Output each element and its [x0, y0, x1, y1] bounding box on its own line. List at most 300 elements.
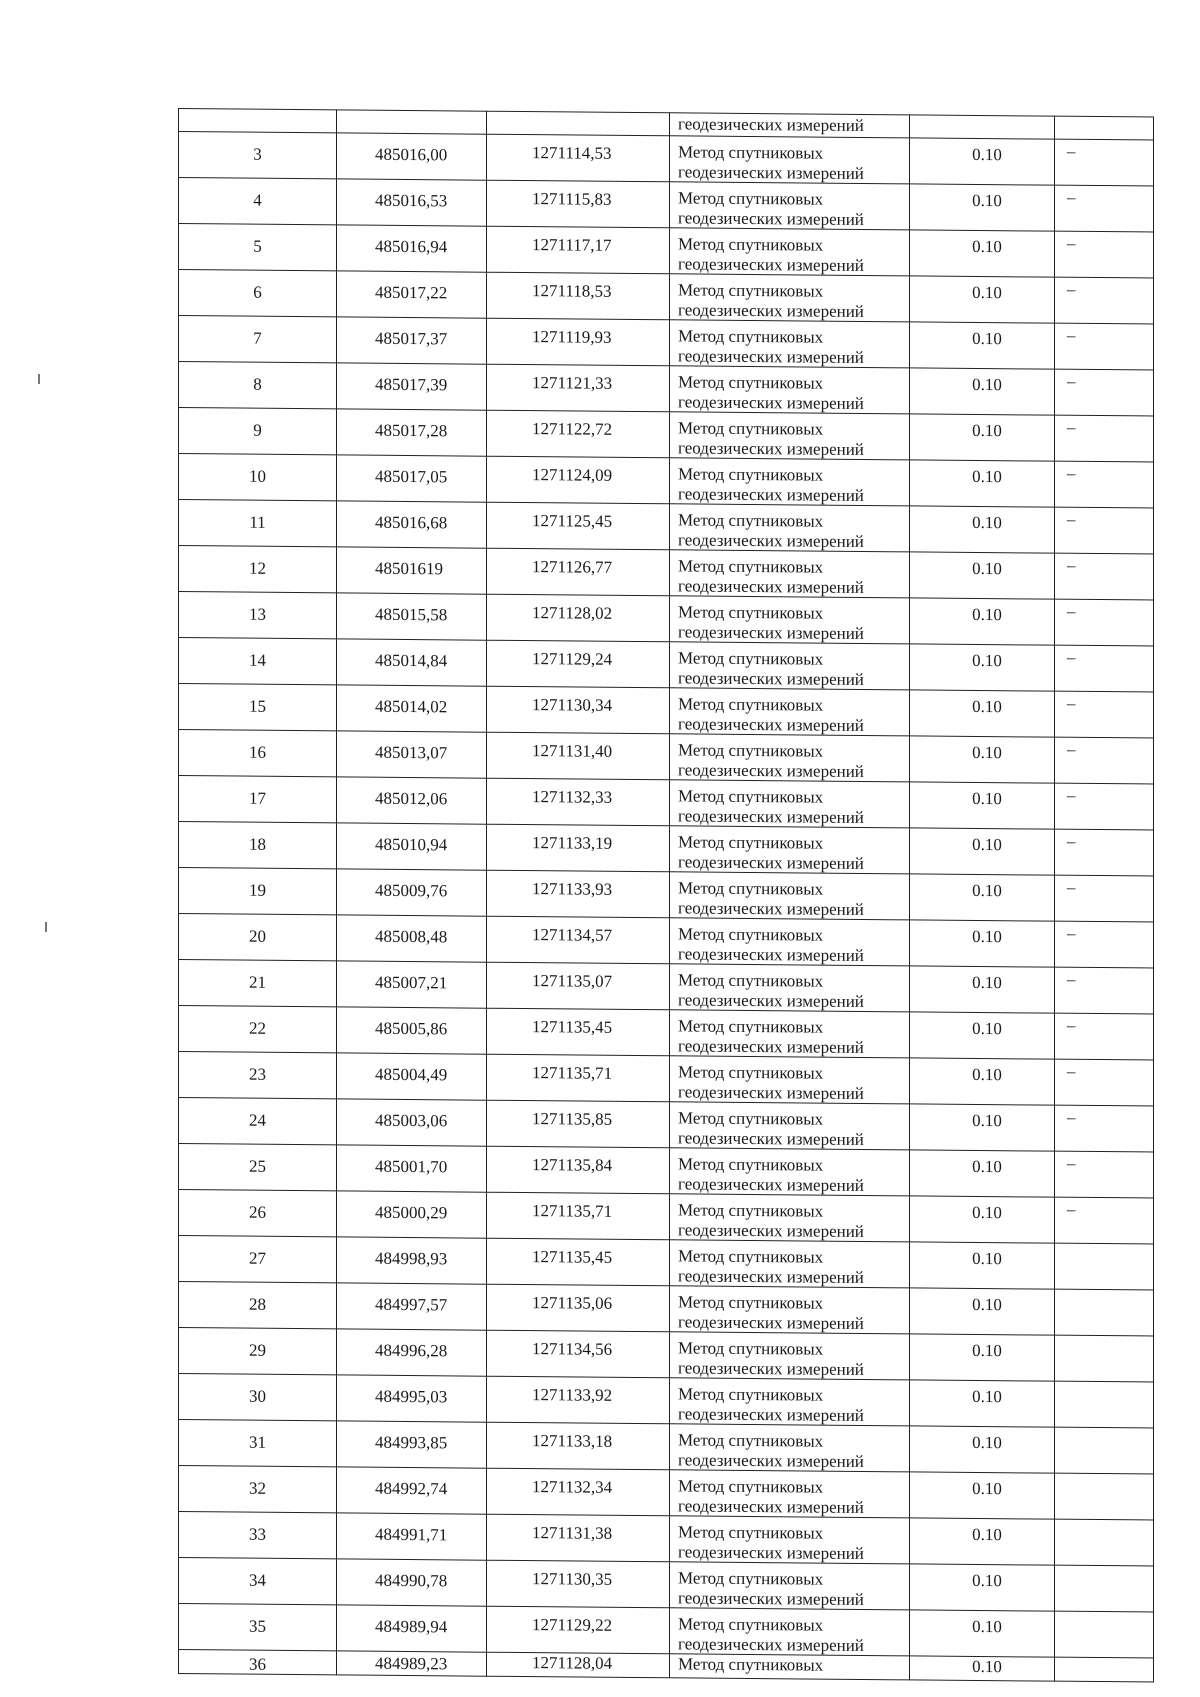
method-line-1: Метод спутниковых	[678, 924, 824, 945]
cell-number	[179, 822, 337, 869]
cell-number	[179, 1466, 337, 1513]
method-line-1: Метод спутниковых	[678, 188, 824, 209]
method-line-2: геодезических измерений	[678, 714, 864, 735]
cell-number	[179, 1604, 337, 1651]
note-dash: –	[1067, 831, 1076, 851]
cell-number	[179, 408, 337, 455]
coordinate-y: 1271128,04	[532, 1653, 613, 1673]
cell-note	[1055, 231, 1154, 278]
method-line-1: Метод спутниковых	[678, 1568, 824, 1589]
cell-accuracy	[910, 690, 1055, 737]
cell-accuracy	[910, 1058, 1055, 1105]
coordinate-y: 1271126,77	[532, 557, 613, 577]
coordinate-x: 485015,58	[375, 604, 448, 625]
point-number: 27	[249, 1248, 266, 1268]
cell-accuracy	[910, 920, 1055, 967]
cell-number	[179, 1190, 337, 1237]
note-dash	[1055, 1612, 1153, 1615]
method-line-1: Метод спутниковых	[678, 510, 824, 531]
cell-method	[670, 320, 910, 368]
cell-note	[1055, 323, 1154, 370]
note-dash	[1055, 1428, 1153, 1431]
table-body	[179, 109, 1154, 1683]
cell-y	[487, 962, 670, 1010]
accuracy-value: 0.10	[972, 972, 1002, 993]
cell-accuracy	[910, 1426, 1055, 1473]
cell-x	[337, 823, 487, 870]
cell-accuracy	[910, 1242, 1055, 1289]
cell-note	[1055, 185, 1154, 232]
cell-method	[670, 1516, 910, 1564]
method-line-2: геодезических измерений	[678, 806, 864, 827]
accuracy-value: 0.10	[972, 512, 1002, 533]
note-dash: –	[1067, 279, 1076, 299]
cell-x	[337, 317, 487, 364]
coordinate-x: 485013,07	[375, 742, 448, 763]
cell-accuracy	[910, 1472, 1055, 1519]
method-line-2: геодезических измерений	[678, 1496, 864, 1517]
accuracy-value: 0.10	[972, 190, 1002, 211]
cell-y	[487, 1652, 670, 1678]
cell-x	[337, 1329, 487, 1376]
cell-y	[487, 640, 670, 688]
method-line-1: Метод спутниковых	[678, 694, 824, 715]
cell-method	[670, 1424, 910, 1472]
coordinate-y: 1271121,33	[532, 373, 613, 393]
cell-number	[179, 270, 337, 317]
cell-method	[670, 274, 910, 322]
cell-accuracy	[910, 1104, 1055, 1151]
cell-y	[487, 318, 670, 366]
cell-note	[1055, 1381, 1154, 1428]
cell-x	[337, 110, 487, 134]
method-line-1: Метод спутниковых	[678, 740, 824, 761]
note-dash	[1055, 1566, 1153, 1569]
cell-note	[1055, 691, 1154, 738]
method-line-1: Метод спутниковых	[678, 280, 824, 301]
cell-y	[487, 502, 670, 550]
accuracy-value: 0.10	[972, 236, 1002, 257]
cell-method	[670, 136, 910, 184]
cell-note	[1055, 116, 1154, 140]
point-number: 15	[249, 696, 266, 716]
note-dash: –	[1067, 601, 1076, 621]
cell-x	[337, 133, 487, 180]
method-line-2: геодезических измерений	[678, 668, 864, 689]
method-line-1: Метод спутниковых	[678, 1654, 824, 1675]
cell-method	[670, 1056, 910, 1104]
method-line-2: геодезических измерений	[678, 1128, 864, 1149]
method-line-1: Метод спутниковых	[678, 1292, 824, 1313]
point-number: 23	[249, 1064, 266, 1084]
point-number: 30	[249, 1386, 266, 1406]
coordinate-y: 1271128,02	[532, 603, 613, 623]
accuracy-value: 0.10	[972, 282, 1002, 303]
cell-y	[487, 916, 670, 964]
cell-method	[670, 228, 910, 276]
note-dash: –	[1067, 555, 1076, 575]
method-line-1: Метод спутниковых	[678, 1016, 824, 1037]
coordinate-y: 1271132,33	[532, 787, 613, 807]
note-dash: –	[1067, 923, 1076, 943]
coordinate-y: 1271118,53	[532, 281, 612, 301]
method-line-1: Метод спутниковых	[678, 556, 824, 577]
note-dash	[1055, 1474, 1153, 1477]
point-number: 12	[249, 558, 266, 578]
method-line-1: Метод спутниковых	[678, 1384, 824, 1405]
coordinate-x: 485009,76	[375, 880, 448, 901]
coordinate-x: 485007,21	[375, 972, 448, 993]
note-dash: –	[1067, 1153, 1076, 1173]
cell-y	[487, 180, 670, 228]
point-number: 14	[249, 650, 266, 670]
method-line-2: геодезических измерений	[678, 530, 864, 551]
note-dash: –	[1067, 325, 1076, 345]
cell-y	[487, 1238, 670, 1286]
method-line-2: геодезических измерений	[678, 254, 864, 275]
cell-number	[179, 1374, 337, 1421]
cell-accuracy	[910, 1656, 1055, 1681]
note-dash: –	[1067, 877, 1076, 897]
accuracy-value: 0.10	[972, 1110, 1002, 1131]
coordinate-y: 1271134,56	[532, 1339, 613, 1359]
note-dash	[1055, 1336, 1153, 1339]
cell-y	[487, 778, 670, 826]
method-line-1: Метод спутниковых	[678, 786, 824, 807]
note-dash: –	[1067, 509, 1076, 529]
cell-number	[179, 1512, 337, 1559]
cell-accuracy	[910, 598, 1055, 645]
cell-accuracy	[910, 828, 1055, 875]
method-line-1: Метод спутниковых	[678, 1614, 824, 1635]
cell-x	[337, 1237, 487, 1284]
method-line-2: геодезических измерений	[678, 1174, 864, 1195]
cell-y	[487, 1606, 670, 1654]
point-number: 8	[253, 374, 262, 394]
coordinate-x: 484991,71	[375, 1524, 448, 1545]
accuracy-value: 0.10	[972, 1340, 1002, 1361]
cell-accuracy	[910, 276, 1055, 323]
note-dash	[1055, 1658, 1153, 1661]
cell-number	[179, 224, 337, 271]
cell-x	[337, 731, 487, 778]
accuracy-value: 0.10	[972, 926, 1002, 947]
accuracy-value: 0.10	[972, 144, 1002, 165]
method-line-1: Метод спутниковых	[678, 418, 824, 439]
cell-accuracy	[910, 138, 1055, 185]
cell-y	[487, 732, 670, 780]
accuracy-value: 0.10	[972, 328, 1002, 349]
cell-y	[487, 134, 670, 182]
note-dash: –	[1067, 785, 1076, 805]
accuracy-value: 0.10	[972, 880, 1002, 901]
cell-y	[487, 1330, 670, 1378]
cell-x	[337, 639, 487, 686]
coordinate-x: 484989,23	[375, 1653, 448, 1674]
method-line-2: геодезических измерений	[678, 300, 864, 321]
point-number: 32	[249, 1478, 266, 1498]
accuracy-value: 0.10	[972, 1570, 1002, 1591]
cell-y	[487, 364, 670, 412]
cell-note	[1055, 1013, 1154, 1060]
cell-method	[670, 504, 910, 552]
coordinate-y: 1271135,45	[532, 1247, 613, 1267]
cell-accuracy	[910, 1012, 1055, 1059]
method-line-2: геодезических измерений	[678, 760, 864, 781]
cell-x	[337, 1283, 487, 1330]
cell-note	[1055, 1473, 1154, 1520]
cell-method	[670, 1608, 910, 1656]
cell-accuracy	[910, 322, 1055, 369]
cell-number	[179, 638, 337, 685]
cell-x	[337, 869, 487, 916]
cell-y	[487, 1146, 670, 1194]
cell-y	[487, 824, 670, 872]
cell-y	[487, 1192, 670, 1240]
cell-y	[487, 272, 670, 320]
cell-method	[670, 688, 910, 736]
coordinate-x: 484998,93	[375, 1248, 448, 1269]
cell-method	[670, 1332, 910, 1380]
coordinate-y: 1271135,71	[532, 1201, 613, 1221]
cell-x	[337, 1007, 487, 1054]
cell-method	[670, 412, 910, 460]
cell-method	[670, 550, 910, 598]
cell-y	[487, 1054, 670, 1102]
cell-number	[179, 1144, 337, 1191]
cell-method	[670, 964, 910, 1012]
note-dash: –	[1067, 739, 1076, 759]
method-line-1: Метод спутниковых	[678, 1476, 824, 1497]
cell-method	[670, 113, 910, 138]
coordinate-x: 485001,70	[375, 1156, 448, 1177]
coordinate-x: 484990,78	[375, 1570, 448, 1591]
cell-method	[670, 366, 910, 414]
note-dash: –	[1067, 693, 1076, 713]
point-number: 6	[253, 282, 262, 302]
cell-number	[179, 776, 337, 823]
coordinate-y: 1271129,22	[532, 1615, 613, 1635]
cell-accuracy	[910, 874, 1055, 921]
method-line-2: геодезических измерений	[678, 1082, 864, 1103]
cell-x	[337, 1559, 487, 1606]
method-line-2: геодезических измерений	[678, 162, 864, 183]
cell-number	[179, 684, 337, 731]
point-number: 33	[249, 1524, 266, 1544]
cell-method	[670, 1240, 910, 1288]
coordinate-y: 1271135,84	[532, 1155, 613, 1175]
cell-accuracy	[910, 1564, 1055, 1611]
cell-accuracy	[910, 414, 1055, 461]
method-line-2: геодезических измерений	[678, 990, 864, 1011]
coordinate-x: 484989,94	[375, 1616, 448, 1637]
method-line-2: геодезических измерений	[678, 1634, 864, 1655]
cell-method	[670, 826, 910, 874]
coordinate-x: 485008,48	[375, 926, 448, 947]
cell-note	[1055, 1151, 1154, 1198]
cell-method	[670, 458, 910, 506]
cell-x	[337, 1145, 487, 1192]
cell-x	[337, 1651, 487, 1676]
cell-accuracy	[910, 552, 1055, 599]
point-number: 36	[249, 1654, 266, 1674]
coordinate-y: 1271124,09	[532, 465, 613, 485]
coordinate-x: 485017,28	[375, 420, 448, 441]
cell-accuracy	[910, 736, 1055, 783]
cell-note	[1055, 1243, 1154, 1290]
accuracy-value: 0.10	[972, 1156, 1002, 1177]
method-line-1: Метод спутниковых	[678, 602, 824, 623]
cell-accuracy	[910, 966, 1055, 1013]
cell-x	[337, 363, 487, 410]
cell-method	[670, 1378, 910, 1426]
cell-method	[670, 642, 910, 690]
cell-accuracy	[910, 460, 1055, 507]
coordinate-y: 1271135,71	[532, 1063, 613, 1083]
coordinate-y: 1271131,38	[532, 1523, 613, 1543]
cell-x	[337, 409, 487, 456]
coordinate-y: 1271134,57	[532, 925, 613, 945]
note-dash: –	[1067, 969, 1076, 989]
cell-x	[337, 1375, 487, 1422]
accuracy-value: 0.10	[972, 742, 1002, 763]
cell-y	[487, 1284, 670, 1332]
point-number: 7	[253, 328, 262, 348]
cell-y	[487, 410, 670, 458]
coordinate-x: 485017,05	[375, 466, 448, 487]
cell-number	[179, 1282, 337, 1329]
cell-number	[179, 1098, 337, 1145]
cell-number	[179, 1650, 337, 1675]
coordinates-table	[178, 108, 1154, 1683]
cell-number	[179, 1006, 337, 1053]
coordinate-x: 484995,03	[375, 1386, 448, 1407]
method-line-2: геодезических измерений	[678, 944, 864, 965]
cell-y	[487, 686, 670, 734]
cell-x	[337, 1421, 487, 1468]
cell-accuracy	[910, 1518, 1055, 1565]
accuracy-value: 0.10	[972, 1524, 1002, 1545]
cell-method	[670, 780, 910, 828]
cell-note	[1055, 1565, 1154, 1612]
note-dash: –	[1067, 141, 1076, 161]
accuracy-value: 0.10	[972, 1202, 1002, 1223]
cell-x	[337, 961, 487, 1008]
method-line-1: Метод спутниковых	[678, 1246, 824, 1267]
coordinate-x: 485012,06	[375, 788, 448, 809]
point-number: 17	[249, 788, 266, 808]
point-number: 20	[249, 926, 266, 946]
note-dash: –	[1067, 647, 1076, 667]
coordinate-x: 48501619	[375, 558, 443, 579]
method-line-1: Метод спутниковых	[678, 1154, 824, 1175]
cell-note	[1055, 783, 1154, 830]
method-line-2: геодезических измерений	[678, 576, 864, 597]
note-dash: –	[1067, 1015, 1076, 1035]
cell-x	[337, 547, 487, 594]
cell-method	[670, 1654, 910, 1680]
note-dash	[1055, 1244, 1153, 1247]
cell-accuracy	[910, 230, 1055, 277]
point-number: 24	[249, 1110, 266, 1130]
point-number: 25	[249, 1156, 266, 1176]
cell-x	[337, 501, 487, 548]
method-line-2: геодезических измерений	[678, 208, 864, 229]
coordinate-x: 485016,53	[375, 190, 448, 211]
cell-method	[670, 1010, 910, 1058]
point-number: 28	[249, 1294, 266, 1314]
method-line-1: Метод спутниковых	[678, 878, 824, 899]
method-line-2: геодезических измерений	[678, 1312, 864, 1333]
point-number: 22	[249, 1018, 266, 1038]
method-text-continued: геодезических измерений	[678, 114, 864, 135]
cell-note	[1055, 1197, 1154, 1244]
cell-y	[487, 456, 670, 504]
cell-note	[1055, 1335, 1154, 1382]
accuracy-value: 0.10	[972, 420, 1002, 441]
coordinate-y: 1271133,92	[532, 1385, 613, 1405]
cell-number	[179, 1420, 337, 1467]
cell-method	[670, 1102, 910, 1150]
cell-x	[337, 593, 487, 640]
coordinate-x: 485010,94	[375, 834, 448, 855]
cell-accuracy	[910, 1196, 1055, 1243]
cell-method	[670, 1148, 910, 1196]
coordinate-x: 485014,02	[375, 696, 448, 717]
cell-note	[1055, 967, 1154, 1014]
coordinate-x: 485016,00	[375, 144, 448, 165]
method-line-2: геодезических измерений	[678, 438, 864, 459]
cell-y	[487, 594, 670, 642]
point-number: 4	[253, 190, 262, 210]
point-number: 34	[249, 1570, 266, 1590]
coordinate-x: 485003,06	[375, 1110, 448, 1131]
cell-x	[337, 777, 487, 824]
method-line-2: геодезических измерений	[678, 392, 864, 413]
cell-accuracy	[910, 115, 1055, 139]
cell-number	[179, 1236, 337, 1283]
accuracy-value: 0.10	[972, 696, 1002, 717]
cell-note	[1055, 139, 1154, 186]
method-line-2: геодезических измерений	[678, 484, 864, 505]
note-dash: –	[1067, 1107, 1076, 1127]
note-dash: –	[1067, 417, 1076, 437]
cell-note	[1055, 1657, 1154, 1682]
scan-speck	[38, 374, 40, 384]
cell-number	[179, 316, 337, 363]
cell-number	[179, 868, 337, 915]
cell-x	[337, 1099, 487, 1146]
cell-note	[1055, 461, 1154, 508]
cell-number	[179, 178, 337, 225]
note-dash: –	[1067, 463, 1076, 483]
method-line-2: геодезических измерений	[678, 1036, 864, 1057]
cell-number	[179, 454, 337, 501]
cell-accuracy	[910, 1288, 1055, 1335]
cell-accuracy	[910, 1334, 1055, 1381]
cell-method	[670, 1194, 910, 1242]
accuracy-value: 0.10	[972, 558, 1002, 579]
cell-note	[1055, 1105, 1154, 1152]
method-line-2: геодезических измерений	[678, 1450, 864, 1471]
cell-x	[337, 271, 487, 318]
cell-x	[337, 1467, 487, 1514]
coordinate-y: 1271135,45	[532, 1017, 613, 1037]
coordinate-y: 1271125,45	[532, 511, 613, 531]
method-line-1: Метод спутниковых	[678, 142, 824, 163]
coordinates-table-wrapper	[178, 108, 1153, 1683]
accuracy-value: 0.10	[972, 788, 1002, 809]
